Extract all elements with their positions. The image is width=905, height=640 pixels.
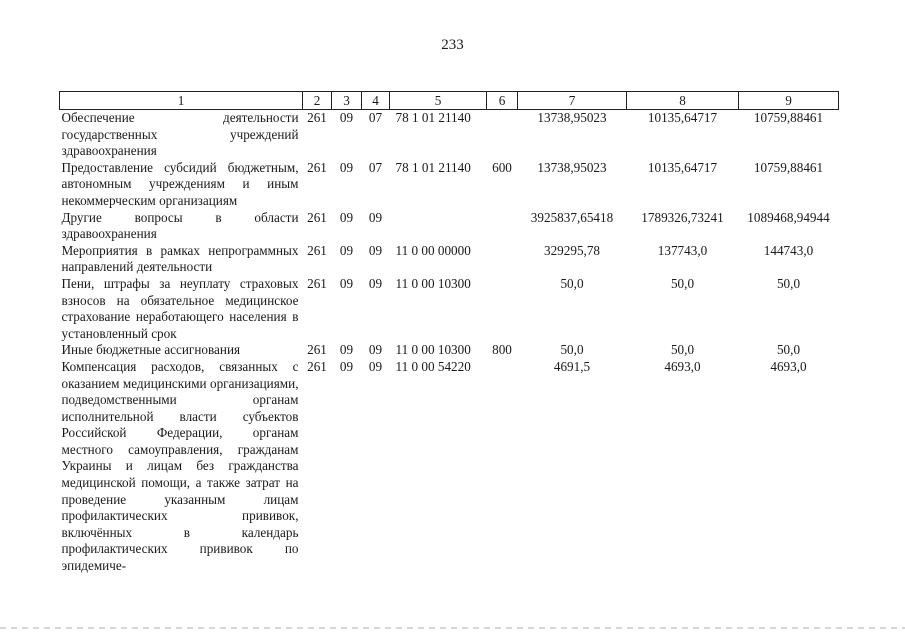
cell-vr (487, 110, 518, 160)
cell-pr: 09 (368, 275, 383, 291)
cell-ved: 261 (307, 358, 327, 374)
cell-csr: 11 0 00 10300 (395, 275, 471, 291)
cell-sum-2: 50,0 (670, 275, 695, 291)
row-name: Компенсация расходов, связанных с оказанием медицинскими организациями, подведомственными органам исполнительной власти субъектов Российской Федерации, органам местного самоуправления, гражданам Украины и лицам без гражданства медицинской помощи, а также затрат на проведение указанным лицам профилактических прививок, включённых в календарь профилактических прививок по эпидемиче- (61, 358, 299, 574)
cell-ved: 261 (307, 209, 327, 225)
table-row (60, 243, 839, 276)
cell-pr: 09 (368, 209, 383, 225)
cell-ved: 261 (307, 242, 327, 258)
table-row (60, 342, 839, 359)
cell-vr: 800 (492, 342, 512, 358)
table-row (60, 110, 839, 160)
cell-csr: 11 0 00 54220 (395, 358, 471, 374)
cell-pr: 09 (368, 242, 383, 258)
cell-pr: 09 (368, 342, 383, 358)
column-header-3: 3 (332, 92, 362, 110)
cell-sum-2: 10135,64717 (647, 110, 718, 125)
cell-rz: 09 (339, 358, 354, 374)
cell-vr (487, 359, 518, 575)
column-header-9: 9 (739, 92, 839, 110)
table-row (60, 276, 839, 342)
cell-sum-1: 50,0 (560, 275, 584, 291)
cell-sum-1: 329295,78 (543, 242, 601, 258)
cell-pr: 09 (368, 358, 383, 374)
cell-sum-3: 50,0 (776, 275, 801, 291)
cell-sum-1: 4691,5 (553, 358, 591, 374)
cell-vr (487, 243, 518, 276)
cell-sum-3: 10759,88461 (753, 159, 824, 175)
cell-rz: 09 (339, 275, 354, 291)
cell-sum-3: 4693,0 (770, 358, 807, 374)
cell-rz: 09 (339, 209, 354, 225)
cell-sum-2: 4693,0 (664, 358, 701, 374)
column-header-4: 4 (362, 92, 390, 110)
cell-ved: 261 (307, 342, 327, 358)
cell-rz: 09 (339, 159, 354, 175)
page-number: 233 (441, 37, 464, 53)
cell-pr: 07 (368, 159, 383, 175)
table-body (60, 110, 839, 575)
cell-sum-1: 13738,95023 (537, 110, 607, 125)
cell-sum-3: 50,0 (776, 342, 801, 358)
column-header-6: 6 (487, 92, 518, 110)
cell-vr: 600 (492, 159, 512, 175)
cell-rz: 09 (339, 110, 354, 125)
cell-pr: 07 (368, 110, 383, 125)
table-row (60, 359, 839, 575)
row-name: Обеспечение деятельности государственных учреждений здравоохранения (61, 110, 299, 159)
cell-csr: 78 1 01 21140 (395, 110, 471, 125)
cell-csr: 78 1 01 21140 (395, 159, 471, 175)
cell-csr: 11 0 00 00000 (395, 242, 471, 258)
cell-sum-2: 1789326,73241 (641, 209, 724, 225)
cell-sum-2: 50,0 (670, 342, 695, 358)
cell-sum-2: 137743,0 (657, 242, 708, 258)
row-name: Предоставление субсидий бюджетным, автономным учреждениям и иным некоммерческим организациям (61, 159, 299, 208)
row-name: Пени, штрафы за неуплату страховых взносов на обязательное медицинское страхование неработающего населения в установленный срок (61, 275, 299, 341)
table-row (60, 160, 839, 210)
cell-sum-1: 3925837,65418 (530, 209, 614, 225)
column-header-8: 8 (627, 92, 739, 110)
cell-rz: 09 (339, 342, 354, 358)
cell-sum-1: 50,0 (560, 342, 584, 358)
row-name: Мероприятия в рамках непрограммных направлений деятельности (61, 242, 299, 275)
cell-sum-3: 10759,88461 (753, 110, 824, 125)
table-header (60, 92, 839, 110)
column-header-7: 7 (518, 92, 627, 110)
column-header-1: 1 (60, 92, 303, 110)
cell-sum-3: 144743,0 (763, 242, 814, 258)
cell-ved: 261 (307, 159, 327, 175)
budget-table (59, 91, 839, 575)
cell-rz: 09 (339, 242, 354, 258)
column-header-2: 2 (303, 92, 332, 110)
cell-csr (390, 210, 487, 243)
cell-vr (487, 210, 518, 243)
row-name: Иные бюджетные ассигнования (61, 342, 241, 358)
cell-csr: 11 0 00 10300 (395, 342, 471, 358)
table-row (60, 210, 839, 243)
header-row (60, 92, 839, 110)
cell-vr (487, 276, 518, 342)
cell-ved: 261 (307, 275, 327, 291)
scan-edge (0, 627, 905, 629)
cell-ved: 261 (307, 110, 327, 125)
column-header-5: 5 (390, 92, 487, 110)
cell-sum-2: 10135,64717 (647, 159, 718, 175)
row-name: Другие вопросы в области здравоохранения (61, 209, 299, 242)
cell-sum-3: 1089468,94944 (747, 209, 830, 225)
cell-sum-1: 13738,95023 (537, 159, 607, 175)
